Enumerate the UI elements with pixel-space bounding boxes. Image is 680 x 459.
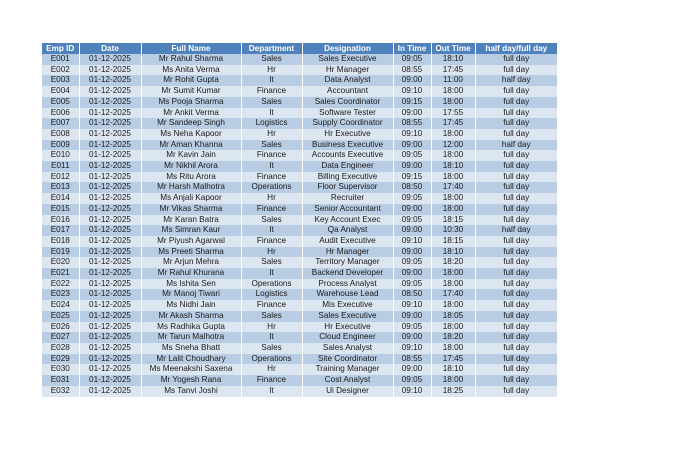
cell-department[interactable]: Sales [241,54,302,65]
cell-full-name[interactable]: Ms Pooja Sharma [141,97,241,108]
cell-emp-id[interactable]: E030 [42,364,79,375]
cell-day-type[interactable]: full day [475,86,557,97]
cell-in-time[interactable]: 09:05 [393,193,431,204]
table-row [42,215,557,226]
cell-full-name[interactable]: Ms Anjali Kapoor [141,193,241,204]
cell-emp-id[interactable]: E029 [42,354,79,365]
cell-in-time[interactable]: 09:10 [393,236,431,247]
cell-day-type[interactable]: full day [475,300,557,311]
table-row [42,354,557,365]
cell-in-time[interactable]: 09:05 [393,375,431,386]
cell-date[interactable]: 01-12-2025 [79,311,141,322]
cell-out-time[interactable]: 18:00 [431,279,475,290]
cell-date[interactable]: 01-12-2025 [79,150,141,161]
table-row [42,108,557,119]
cell-date[interactable]: 01-12-2025 [79,118,141,129]
cell-day-type[interactable]: half day [475,225,557,236]
cell-day-type[interactable]: full day [475,354,557,365]
cell-date[interactable]: 01-12-2025 [79,65,141,76]
cell-in-time[interactable]: 09:10 [393,343,431,354]
cell-out-time[interactable]: 17:45 [431,354,475,365]
header-emp-id[interactable]: Emp ID [42,43,79,54]
cell-in-time[interactable]: 09:00 [393,75,431,86]
cell-department[interactable]: Hr [241,193,302,204]
cell-department[interactable]: It [241,161,302,172]
header-in-time[interactable]: In Time [393,43,431,54]
cell-date[interactable]: 01-12-2025 [79,236,141,247]
cell-in-time[interactable]: 09:00 [393,364,431,375]
cell-emp-id[interactable]: E005 [42,97,79,108]
cell-in-time[interactable]: 08:50 [393,182,431,193]
cell-in-time[interactable]: 09:00 [393,268,431,279]
cell-date[interactable]: 01-12-2025 [79,129,141,140]
header-date[interactable]: Date [79,43,141,54]
cell-date[interactable]: 01-12-2025 [79,161,141,172]
cell-date[interactable]: 01-12-2025 [79,343,141,354]
header-day-type[interactable]: half day/full day [475,43,557,54]
attendance-table [42,43,557,397]
cell-full-name[interactable]: Ms Tanvi Joshi [141,386,241,397]
cell-in-time[interactable]: 09:10 [393,129,431,140]
table-row [42,172,557,183]
cell-in-time[interactable]: 09:00 [393,311,431,322]
cell-day-type[interactable]: full day [475,268,557,279]
table-row [42,322,557,333]
cell-date[interactable]: 01-12-2025 [79,332,141,343]
cell-out-time[interactable]: 18:00 [431,129,475,140]
cell-out-time[interactable]: 18:00 [431,97,475,108]
table-row [42,386,557,397]
cell-day-type[interactable]: full day [475,182,557,193]
cell-day-type[interactable]: full day [475,247,557,258]
cell-day-type[interactable]: full day [475,150,557,161]
cell-day-type[interactable]: full day [475,118,557,129]
cell-date[interactable]: 01-12-2025 [79,225,141,236]
cell-in-time[interactable]: 09:05 [393,322,431,333]
cell-in-time[interactable]: 09:10 [393,86,431,97]
cell-day-type[interactable]: full day [475,343,557,354]
cell-out-time[interactable]: 18:15 [431,215,475,226]
cell-designation[interactable]: Hr Executive [302,129,393,140]
cell-emp-id[interactable]: E011 [42,161,79,172]
cell-day-type[interactable]: full day [475,54,557,65]
cell-emp-id[interactable]: E019 [42,247,79,258]
cell-full-name[interactable]: Mr Arjun Mehra [141,257,241,268]
cell-department[interactable]: It [241,386,302,397]
cell-emp-id[interactable]: E007 [42,118,79,129]
cell-date[interactable]: 01-12-2025 [79,54,141,65]
header-department[interactable]: Department [241,43,302,54]
cell-designation[interactable]: Accountant [302,86,393,97]
cell-department[interactable]: Finance [241,236,302,247]
cell-designation[interactable]: Business Executive [302,140,393,151]
cell-emp-id[interactable]: E003 [42,75,79,86]
cell-designation[interactable]: Sales Executive [302,311,393,322]
table-row [42,97,557,108]
cell-emp-id[interactable]: E008 [42,129,79,140]
table-row [42,236,557,247]
cell-full-name[interactable]: Ms Ritu Arora [141,172,241,183]
cell-full-name[interactable]: Ms Anita Verma [141,65,241,76]
cell-out-time[interactable]: 18:20 [431,332,475,343]
cell-emp-id[interactable]: E027 [42,332,79,343]
cell-designation[interactable]: Billing Executive [302,172,393,183]
cell-emp-id[interactable]: E021 [42,268,79,279]
cell-designation[interactable]: Cloud Engineer [302,332,393,343]
cell-emp-id[interactable]: E018 [42,236,79,247]
cell-full-name[interactable]: Mr Vikas Sharma [141,204,241,215]
cell-in-time[interactable]: 09:00 [393,225,431,236]
table-row [42,118,557,129]
cell-out-time[interactable]: 18:00 [431,86,475,97]
cell-day-type[interactable]: full day [475,386,557,397]
table-row [42,364,557,375]
cell-out-time[interactable]: 18:00 [431,193,475,204]
cell-department[interactable]: It [241,268,302,279]
table-row [42,75,557,86]
cell-in-time[interactable]: 09:00 [393,247,431,258]
cell-day-type[interactable]: full day [475,375,557,386]
header-full-name[interactable]: Full Name [141,43,241,54]
cell-day-type[interactable]: full day [475,108,557,119]
cell-out-time[interactable]: 18:00 [431,268,475,279]
cell-date[interactable]: 01-12-2025 [79,268,141,279]
cell-in-time[interactable]: 09:00 [393,140,431,151]
cell-in-time[interactable]: 09:00 [393,108,431,119]
cell-department[interactable]: Operations [241,279,302,290]
cell-day-type[interactable]: full day [475,289,557,300]
cell-date[interactable]: 01-12-2025 [79,386,141,397]
cell-emp-id[interactable]: E028 [42,343,79,354]
cell-emp-id[interactable]: E024 [42,300,79,311]
cell-department[interactable]: Sales [241,257,302,268]
cell-department[interactable]: Hr [241,322,302,333]
cell-out-time[interactable]: 18:00 [431,322,475,333]
table-row [42,375,557,386]
cell-date[interactable]: 01-12-2025 [79,322,141,333]
cell-full-name[interactable]: Ms Preeti Sharma [141,247,241,258]
cell-in-time[interactable]: 08:50 [393,289,431,300]
table-row [42,268,557,279]
cell-day-type[interactable]: full day [475,193,557,204]
cell-date[interactable]: 01-12-2025 [79,108,141,119]
cell-designation[interactable]: Data Engineer [302,161,393,172]
table-row [42,182,557,193]
cell-full-name[interactable]: Mr Rahul Khurana [141,268,241,279]
header-out-time[interactable]: Out Time [431,43,475,54]
cell-in-time[interactable]: 08:55 [393,65,431,76]
cell-full-name[interactable]: Mr Kavin Jain [141,150,241,161]
cell-designation[interactable]: Data Analyst [302,75,393,86]
table-row [42,225,557,236]
cell-designation[interactable]: Hr Executive [302,322,393,333]
cell-emp-id[interactable]: E023 [42,289,79,300]
cell-designation[interactable]: Accounts Executive [302,150,393,161]
cell-day-type[interactable]: full day [475,172,557,183]
cell-date[interactable]: 01-12-2025 [79,247,141,258]
cell-emp-id[interactable]: E015 [42,204,79,215]
cell-designation[interactable]: Territory Manager [302,257,393,268]
table-row [42,289,557,300]
cell-designation[interactable]: Hr Manager [302,247,393,258]
table-row [42,140,557,151]
cell-department[interactable]: Hr [241,247,302,258]
cell-date[interactable]: 01-12-2025 [79,86,141,97]
table-row [42,257,557,268]
cell-in-time[interactable]: 09:05 [393,150,431,161]
cell-department[interactable]: Operations [241,354,302,365]
cell-department[interactable]: It [241,332,302,343]
table-row [42,343,557,354]
table-row [42,129,557,140]
cell-out-time[interactable]: 18:00 [431,204,475,215]
cell-department[interactable]: Sales [241,97,302,108]
cell-designation[interactable]: Supply Coordinator [302,118,393,129]
cell-emp-id[interactable]: E010 [42,150,79,161]
cell-full-name[interactable]: Mr Rohit Gupta [141,75,241,86]
cell-day-type[interactable]: full day [475,322,557,333]
cell-designation[interactable]: Process Analyst [302,279,393,290]
cell-date[interactable]: 01-12-2025 [79,204,141,215]
cell-out-time[interactable]: 17:55 [431,108,475,119]
cell-full-name[interactable]: Mr Ankit Verma [141,108,241,119]
cell-in-time[interactable]: 09:15 [393,97,431,108]
cell-day-type[interactable]: full day [475,332,557,343]
cell-out-time[interactable]: 10:30 [431,225,475,236]
cell-designation[interactable]: Software Tester [302,108,393,119]
cell-day-type[interactable]: full day [475,215,557,226]
cell-full-name[interactable]: Mr Aman Khanna [141,140,241,151]
cell-department[interactable]: Operations [241,182,302,193]
cell-full-name[interactable]: Mr Karan Batra [141,215,241,226]
cell-out-time[interactable]: 18:15 [431,236,475,247]
cell-day-type[interactable]: full day [475,97,557,108]
cell-designation[interactable]: Sales Analyst [302,343,393,354]
cell-in-time[interactable]: 09:00 [393,332,431,343]
cell-emp-id[interactable]: E032 [42,386,79,397]
cell-department[interactable]: Hr [241,364,302,375]
cell-emp-id[interactable]: E004 [42,86,79,97]
cell-in-time[interactable]: 09:05 [393,279,431,290]
cell-department[interactable]: Sales [241,311,302,322]
cell-date[interactable]: 01-12-2025 [79,279,141,290]
cell-day-type[interactable]: full day [475,236,557,247]
cell-department[interactable]: It [241,75,302,86]
cell-out-time[interactable]: 18:05 [431,311,475,322]
cell-department[interactable]: Sales [241,140,302,151]
cell-date[interactable]: 01-12-2025 [79,354,141,365]
cell-department[interactable]: Finance [241,172,302,183]
cell-designation[interactable]: Training Manager [302,364,393,375]
cell-designation[interactable]: Sales Executive [302,54,393,65]
cell-date[interactable]: 01-12-2025 [79,97,141,108]
table-row [42,204,557,215]
cell-day-type[interactable]: full day [475,311,557,322]
cell-emp-id[interactable]: E020 [42,257,79,268]
cell-emp-id[interactable]: E002 [42,65,79,76]
cell-day-type[interactable]: half day [475,140,557,151]
attendance-sheet [42,43,557,397]
cell-department[interactable]: Finance [241,300,302,311]
table-row [42,150,557,161]
table-row [42,161,557,172]
cell-department[interactable]: Logistics [241,118,302,129]
cell-full-name[interactable]: Mr Lalit Choudhary [141,354,241,365]
cell-department[interactable]: It [241,225,302,236]
cell-emp-id[interactable]: E022 [42,279,79,290]
cell-designation[interactable]: Qa Analyst [302,225,393,236]
cell-in-time[interactable]: 09:00 [393,204,431,215]
cell-day-type[interactable]: full day [475,204,557,215]
cell-out-time[interactable]: 18:10 [431,364,475,375]
cell-out-time[interactable]: 18:00 [431,172,475,183]
cell-date[interactable]: 01-12-2025 [79,364,141,375]
cell-out-time[interactable]: 17:45 [431,65,475,76]
cell-department[interactable]: Finance [241,375,302,386]
cell-designation[interactable]: Cost Analyst [302,375,393,386]
cell-day-type[interactable]: full day [475,364,557,375]
cell-designation[interactable]: Recruiter [302,193,393,204]
cell-full-name[interactable]: Mr Yogesh Rana [141,375,241,386]
cell-out-time[interactable]: 18:10 [431,54,475,65]
cell-date[interactable]: 01-12-2025 [79,300,141,311]
cell-emp-id[interactable]: E025 [42,311,79,322]
cell-out-time[interactable]: 17:40 [431,289,475,300]
cell-day-type[interactable]: full day [475,279,557,290]
cell-in-time[interactable]: 09:00 [393,161,431,172]
cell-full-name[interactable]: Mr Harsh Malhotra [141,182,241,193]
cell-in-time[interactable]: 09:10 [393,386,431,397]
cell-full-name[interactable]: Ms Neha Kapoor [141,129,241,140]
cell-in-time[interactable]: 09:10 [393,300,431,311]
cell-department[interactable]: Finance [241,204,302,215]
cell-department[interactable]: It [241,108,302,119]
cell-out-time[interactable]: 18:00 [431,150,475,161]
table-row [42,311,557,322]
cell-designation[interactable]: Site Coordinator [302,354,393,365]
header-row [42,43,557,54]
cell-emp-id[interactable]: E017 [42,225,79,236]
cell-date[interactable]: 01-12-2025 [79,215,141,226]
cell-full-name[interactable]: Mr Sumit Kumar [141,86,241,97]
cell-department[interactable]: Sales [241,343,302,354]
cell-full-name[interactable]: Ms Simran Kaur [141,225,241,236]
cell-out-time[interactable]: 18:10 [431,161,475,172]
cell-in-time[interactable]: 08:55 [393,354,431,365]
cell-emp-id[interactable]: E014 [42,193,79,204]
cell-designation[interactable]: Audit Executive [302,236,393,247]
table-row [42,279,557,290]
cell-date[interactable]: 01-12-2025 [79,140,141,151]
cell-emp-id[interactable]: E013 [42,182,79,193]
table-row [42,193,557,204]
cell-in-time[interactable]: 09:05 [393,215,431,226]
cell-date[interactable]: 01-12-2025 [79,182,141,193]
cell-day-type[interactable]: full day [475,129,557,140]
cell-designation[interactable]: Warehouse Lead [302,289,393,300]
cell-out-time[interactable]: 18:00 [431,300,475,311]
cell-full-name[interactable]: Mr Rahul Sharma [141,54,241,65]
cell-full-name[interactable]: Mr Tarun Malhotra [141,332,241,343]
cell-out-time[interactable]: 18:20 [431,257,475,268]
cell-designation[interactable]: Senior Accountant [302,204,393,215]
table-row [42,247,557,258]
cell-out-time[interactable]: 17:40 [431,182,475,193]
cell-designation[interactable]: Ui Designer [302,386,393,397]
cell-out-time[interactable]: 18:10 [431,247,475,258]
table-row [42,54,557,65]
cell-date[interactable]: 01-12-2025 [79,172,141,183]
cell-out-time[interactable]: 18:25 [431,386,475,397]
table-row [42,86,557,97]
cell-designation[interactable]: Sales Coordinator [302,97,393,108]
cell-date[interactable]: 01-12-2025 [79,193,141,204]
cell-day-type[interactable]: full day [475,257,557,268]
table-row [42,300,557,311]
cell-out-time[interactable]: 17:45 [431,118,475,129]
cell-department[interactable]: Logistics [241,289,302,300]
cell-emp-id[interactable]: E012 [42,172,79,183]
cell-department[interactable]: Finance [241,86,302,97]
cell-out-time[interactable]: 11:00 [431,75,475,86]
cell-date[interactable]: 01-12-2025 [79,289,141,300]
cell-department[interactable]: Hr [241,65,302,76]
cell-designation[interactable]: Hr Manager [302,65,393,76]
cell-in-time[interactable]: 09:15 [393,172,431,183]
cell-full-name[interactable]: Ms Radhika Gupta [141,322,241,333]
cell-full-name[interactable]: Mr Piyush Agarwal [141,236,241,247]
cell-out-time[interactable]: 18:00 [431,343,475,354]
cell-emp-id[interactable]: E006 [42,108,79,119]
cell-emp-id[interactable]: E016 [42,215,79,226]
cell-emp-id[interactable]: E026 [42,322,79,333]
cell-out-time[interactable]: 12:00 [431,140,475,151]
cell-day-type[interactable]: full day [475,161,557,172]
cell-full-name[interactable]: Ms Ishita Sen [141,279,241,290]
cell-date[interactable]: 01-12-2025 [79,375,141,386]
cell-date[interactable]: 01-12-2025 [79,257,141,268]
cell-full-name[interactable]: Ms Nidhi Jain [141,300,241,311]
header-designation[interactable]: Designation [302,43,393,54]
table-row [42,65,557,76]
cell-day-type[interactable]: half day [475,75,557,86]
cell-full-name[interactable]: Mr Manoj Tiwari [141,289,241,300]
cell-full-name[interactable]: Mr Akash Sharma [141,311,241,322]
cell-emp-id[interactable]: E009 [42,140,79,151]
cell-in-time[interactable]: 09:05 [393,54,431,65]
cell-in-time[interactable]: 09:05 [393,257,431,268]
cell-date[interactable]: 01-12-2025 [79,75,141,86]
cell-full-name[interactable]: Ms Sneha Bhatt [141,343,241,354]
cell-designation[interactable]: Key Account Exec [302,215,393,226]
cell-emp-id[interactable]: E031 [42,375,79,386]
cell-department[interactable]: Finance [241,150,302,161]
cell-department[interactable]: Hr [241,129,302,140]
cell-out-time[interactable]: 18:00 [431,375,475,386]
cell-full-name[interactable]: Mr Nikhil Arora [141,161,241,172]
cell-day-type[interactable]: full day [475,65,557,76]
cell-designation[interactable]: Backend Developer [302,268,393,279]
cell-emp-id[interactable]: E001 [42,54,79,65]
cell-full-name[interactable]: Ms Meenakshi Saxena [141,364,241,375]
cell-designation[interactable]: Floor Supervisor [302,182,393,193]
cell-department[interactable]: Sales [241,215,302,226]
cell-in-time[interactable]: 08:55 [393,118,431,129]
table-row [42,332,557,343]
cell-designation[interactable]: Mis Executive [302,300,393,311]
cell-full-name[interactable]: Mr Sandeep Singh [141,118,241,129]
